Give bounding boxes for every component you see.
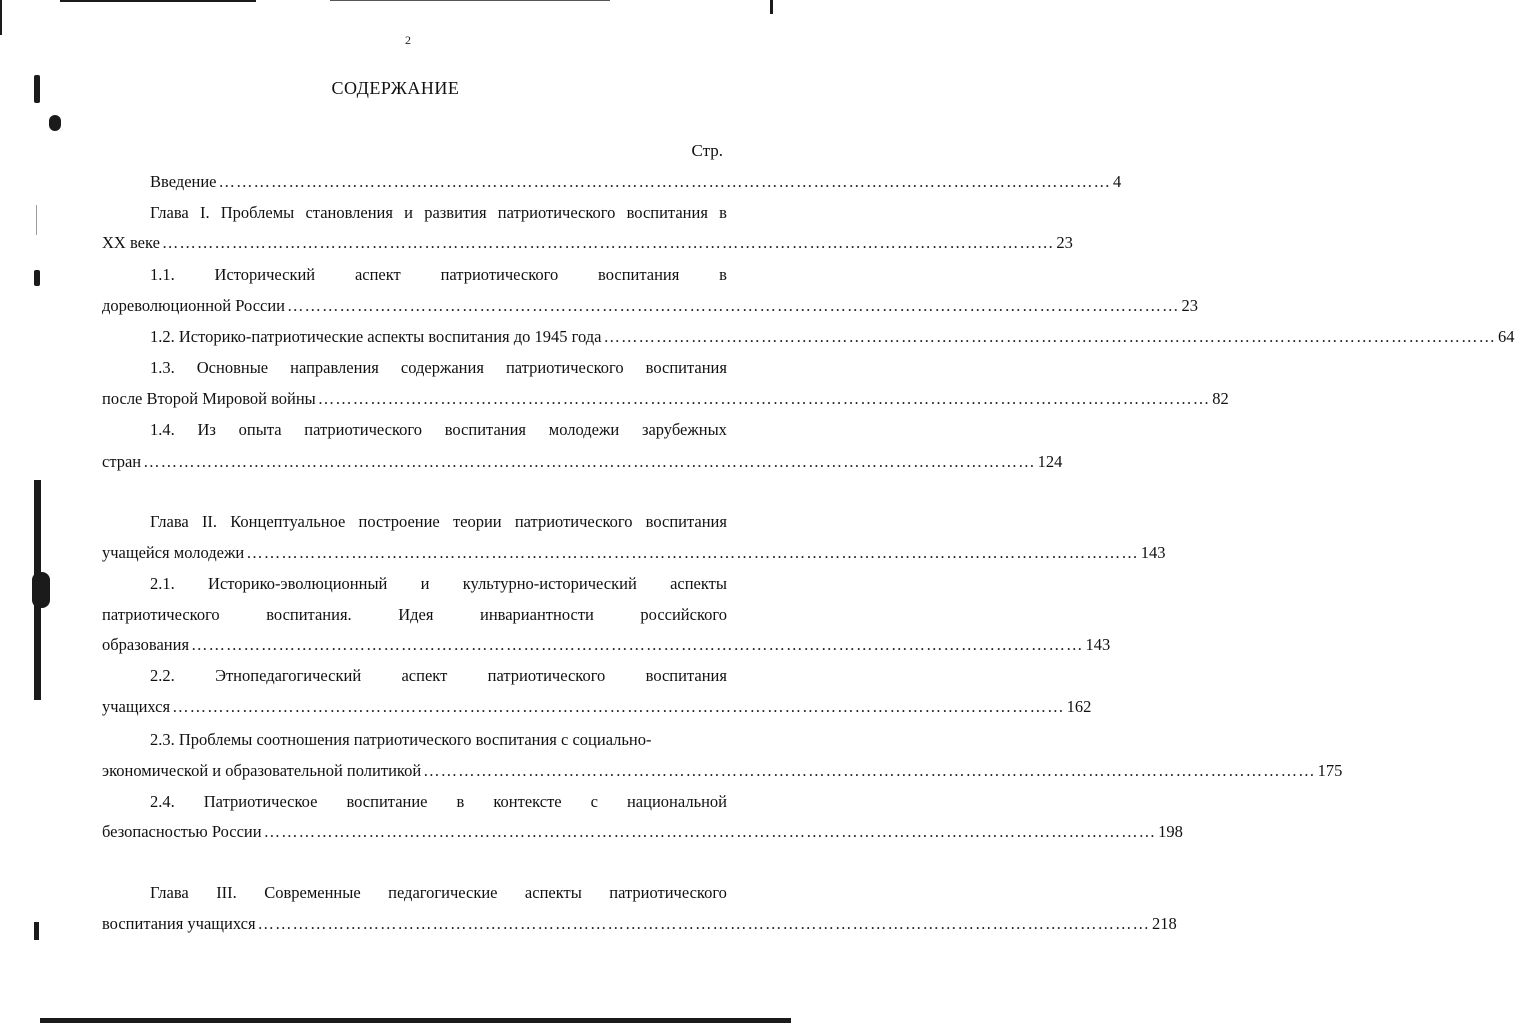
toc-entry-s2-2-line2[interactable] xyxy=(102,696,1092,718)
toc-word: педагогические xyxy=(388,883,498,902)
toc-entry-s1-3-line2[interactable] xyxy=(102,388,1229,410)
toc-word: Исторический xyxy=(214,265,316,284)
toc-text: 1.2. Историко-патриотические аспекты воспитания до 1945 года xyxy=(150,327,602,346)
toc-word: теории xyxy=(452,512,502,531)
toc-text: экономической и образовательной политикой xyxy=(102,761,422,780)
toc-word: инвариантности xyxy=(480,605,594,624)
toc-page: 198 xyxy=(1158,822,1183,841)
toc-entry-ch1-line2[interactable] xyxy=(102,232,1073,254)
toc-word: становления xyxy=(305,203,393,222)
toc-word: патриотического xyxy=(497,203,616,222)
toc-page: 23 xyxy=(1181,296,1198,315)
toc-entry-s1-1-line2[interactable] xyxy=(102,295,1198,317)
toc-word: II. xyxy=(201,512,218,531)
toc-text: стран xyxy=(102,452,142,471)
toc-word: построение xyxy=(358,512,440,531)
toc-leader: ……………………………………………………………………………………………………………………………………… xyxy=(191,635,1084,654)
toc-text: XX веке xyxy=(102,233,160,252)
toc-page: 175 xyxy=(1317,761,1343,780)
toc-words xyxy=(150,573,727,595)
toc-words xyxy=(150,791,727,813)
toc-leader: ……………………………………………………………………………………………………………………………………… xyxy=(161,233,1055,252)
toc-text: образования xyxy=(102,635,190,654)
toc-entry-s1-3-line1[interactable] xyxy=(102,357,727,379)
toc-text: учащихся xyxy=(102,697,171,716)
toc-word: Основные xyxy=(196,358,269,377)
toc-entry-ch1-line1[interactable] xyxy=(102,202,727,224)
scan-bottom-edge xyxy=(40,1018,791,1023)
toc-words xyxy=(150,357,727,379)
toc-word: в xyxy=(719,265,727,284)
toc-word: воспитания xyxy=(626,203,708,222)
toc-page: 82 xyxy=(1212,389,1229,408)
toc-word: направления xyxy=(290,358,379,377)
toc-words xyxy=(150,511,727,533)
toc-page: 4 xyxy=(1113,172,1122,191)
toc-word: воспитания xyxy=(645,512,727,531)
scan-left-mark-3 xyxy=(49,115,61,131)
toc-entry-ch3-line1[interactable] xyxy=(102,882,727,904)
toc-entry-intro[interactable] xyxy=(102,171,1122,193)
pages-column-label: Стр. xyxy=(691,141,723,160)
toc-word: с xyxy=(590,792,598,811)
toc-leader: ……………………………………………………………………………………………………………………………………… xyxy=(143,452,1036,471)
toc-entry-s2-4-line1[interactable] xyxy=(102,791,727,813)
toc-word: Историко-эволюционный xyxy=(208,574,388,593)
toc-word: Проблемы xyxy=(220,203,295,222)
toc-word: и xyxy=(420,574,430,593)
toc-word: содержания xyxy=(400,358,484,377)
toc-word: воспитания xyxy=(444,420,527,439)
toc-text: безопасностью России xyxy=(102,822,262,841)
toc-word: культурно-исторический xyxy=(462,574,637,593)
toc-page: 143 xyxy=(1085,635,1111,654)
toc-words xyxy=(150,264,727,286)
scan-left-mark-5 xyxy=(34,922,39,940)
toc-word: и xyxy=(404,203,414,222)
toc-page: 124 xyxy=(1037,452,1063,471)
toc-word: 2.2. xyxy=(150,666,175,685)
toc-entry-ch3-line2[interactable] xyxy=(102,913,1177,935)
toc-word: I. xyxy=(199,203,210,222)
toc-leader: ……………………………………………………………………………………………………………………………………… xyxy=(423,761,1316,780)
toc-word: патриотического xyxy=(102,605,220,624)
toc-text: после Второй Мировой войны xyxy=(102,389,316,408)
page-number: 2 xyxy=(405,33,411,47)
toc-leader: ……………………………………………………………………………………………………………………………………… xyxy=(287,296,1180,315)
toc-entry-s1-4-line2[interactable] xyxy=(102,451,1063,473)
toc-entry-s2-4-line2[interactable] xyxy=(102,821,1183,843)
toc-leader: ……………………………………………………………………………………………………………………………………… xyxy=(263,822,1157,841)
toc-text: дореволюционной России xyxy=(102,296,285,315)
toc-word: патриотического xyxy=(304,420,422,439)
toc-word: 1.1. xyxy=(150,265,175,284)
toc-word: Патриотическое xyxy=(203,792,318,811)
toc-page: 162 xyxy=(1066,697,1092,716)
toc-word: в xyxy=(456,792,465,811)
toc-leader: ……………………………………………………………………………………………………………………………………… xyxy=(317,389,1211,408)
toc-word: Глава xyxy=(150,883,189,902)
scan-top-edge-right xyxy=(330,0,610,1)
toc-entry-s2-1-line1[interactable] xyxy=(102,573,727,595)
toc-text: Введение xyxy=(150,172,217,191)
toc-entry-s1-1-line1[interactable] xyxy=(102,264,727,286)
toc-word: 2.1. xyxy=(150,574,175,593)
toc-word: аспект xyxy=(401,666,448,685)
scan-top-edge xyxy=(60,0,256,2)
toc-word: воспитание xyxy=(346,792,428,811)
scan-left-mark-4 xyxy=(34,270,40,286)
toc-word: Глава xyxy=(150,203,189,222)
scan-faint-line xyxy=(36,205,37,235)
toc-entry-s2-3-line1[interactable] xyxy=(102,729,727,751)
toc-page: 23 xyxy=(1056,233,1073,252)
toc-text: учащейся молодежи xyxy=(102,543,245,562)
toc-leader: ……………………………………………………………………………………………………………………………………… xyxy=(218,172,1112,191)
toc-text: воспитания учащихся xyxy=(102,914,256,933)
toc-leader: ……………………………………………………………………………………………………………………………………… xyxy=(172,697,1065,716)
toc-text: 2.3. Проблемы соотношения патриотического воспитания с социально- xyxy=(150,730,652,749)
toc-word: аспекты xyxy=(670,574,727,593)
toc-entry-s1-4-line1[interactable] xyxy=(102,419,727,441)
toc-page: 218 xyxy=(1152,914,1177,933)
toc-word: Концептуальное xyxy=(230,512,346,531)
page-title: СОДЕРЖАНИЕ xyxy=(331,78,460,98)
toc-word: III. xyxy=(216,883,237,902)
toc-word: воспитания xyxy=(645,358,727,377)
toc-entry-s1-2[interactable] xyxy=(102,326,1515,348)
toc-entry-s2-2-line1[interactable] xyxy=(102,665,727,687)
toc-word: аспект xyxy=(354,265,401,284)
toc-leader: ……………………………………………………………………………………………………………………………………… xyxy=(257,914,1151,933)
toc-words xyxy=(150,419,727,441)
toc-word: российского xyxy=(640,605,727,624)
toc-word: патриотического xyxy=(440,265,559,284)
toc-words xyxy=(150,882,727,904)
toc-word: зарубежных xyxy=(641,420,727,439)
toc-word: 1.4. xyxy=(150,420,175,439)
scan-left-blob xyxy=(32,572,50,608)
toc-word: 2.4. xyxy=(150,792,175,811)
toc-word: аспекты xyxy=(524,883,582,902)
toc-word: воспитания xyxy=(598,265,680,284)
toc-word: развития xyxy=(424,203,487,222)
toc-word: контексте xyxy=(493,792,562,811)
toc-entry-s2-1-line3[interactable] xyxy=(102,634,1111,656)
toc-entry-s2-1-line2[interactable] xyxy=(102,604,727,626)
toc-word: воспитания xyxy=(645,666,727,685)
toc-words xyxy=(150,202,727,224)
toc-word: национальной xyxy=(626,792,727,811)
toc-word: Глава xyxy=(150,512,189,531)
toc-word: патриотического xyxy=(505,358,624,377)
toc-word: Идея xyxy=(398,605,434,624)
toc-leader: ……………………………………………………………………………………………………………………………………… xyxy=(246,543,1139,562)
toc-entry-ch2-line2[interactable] xyxy=(102,542,1166,564)
toc-words xyxy=(102,604,727,626)
toc-entry-ch2-line1[interactable] xyxy=(102,511,727,533)
toc-word: 1.3. xyxy=(150,358,175,377)
toc-words xyxy=(150,665,727,687)
toc-word: Современные xyxy=(264,883,361,902)
toc-word: патриотического xyxy=(609,883,727,902)
toc-word: опыта xyxy=(238,420,282,439)
toc-word: молодежи xyxy=(548,420,620,439)
toc-leader: ……………………………………………………………………………………………………………………………………… xyxy=(603,327,1497,346)
toc-word: патриотического xyxy=(487,666,606,685)
scan-left-mark-1 xyxy=(0,0,2,35)
toc-word: воспитания. xyxy=(266,605,352,624)
toc-word: в xyxy=(719,203,727,222)
toc-word: патриотического xyxy=(514,512,633,531)
scan-corner-mark xyxy=(770,0,773,14)
toc-word: Из xyxy=(197,420,216,439)
toc-page: 64 xyxy=(1498,327,1515,346)
toc-word: Этнопедагогический xyxy=(215,666,362,685)
toc-page: 143 xyxy=(1140,543,1166,562)
toc-entry-s2-3-line2[interactable] xyxy=(102,760,1343,782)
